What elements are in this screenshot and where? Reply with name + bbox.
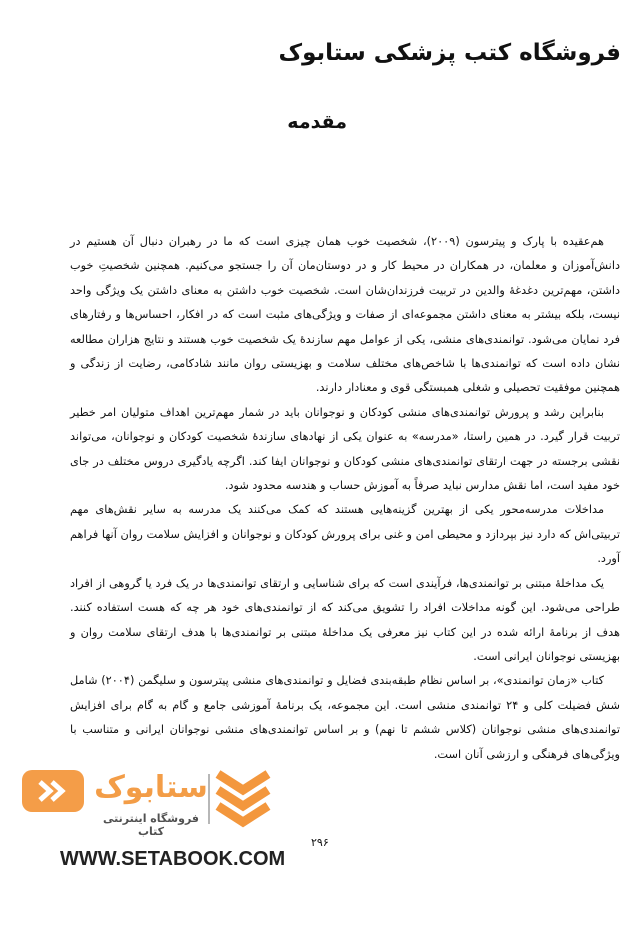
store-title: فروشگاه کتب پزشکی ستابوک [278,40,621,66]
watermark-brand: ستابوک [94,770,208,805]
page-number: ۲۹۶ [311,836,329,849]
paragraph: یک مداخلهٔ مبتنی بر توانمندی‌ها، فرآیندی است که برای شناسایی و ارتقای توانمندی‌ها در یک فرد یا گروهی از افراد طراحی می‌شود. این گونه مداخلات افراد را تشویق می‌کند که از توانمندی‌های خود هر چه که هست استفاده کنند. هدف از برنامهٔ ارائه شده در این کتاب نیز معرفی یک مداخلهٔ مبتنی بر توانمندی‌ها با هدف ارتقای سلامت روان و بهزیستی نوجوانان ایرانی است. [70,576,620,663]
paragraph: هم‌عقیده با پارک و پیترسون (۲۰۰۹)، شخصیت خوب همان چیزی است که ما در رهبران دنبال آن هستیم در دانش‌آموزان و معلمان، در همکاران در محیط کار و در دوستان‌مان آن را جستجو می‌کنیم. همچنین شخصیتِ خوب داشتن، مهم‌ترین دغدغهٔ والدین در تربیت فرزندان‌شان است. شخصیت خوب داشتن به معنای داشتن یک ویژگی واحد نیست، بلکه بیشتر به معنای داشتن مجموعه‌ای از صفات و ویژگی‌های مثبت است که در افکار، احساس‌ها و رفتارهای فرد نمایان می‌شود. توانمندی‌های منشی، یکی از عوامل مهم سازندهٔ یک شخصیت خوب هستند و نتایج هزاران مطالعه نشان داده است که توانمندی‌ها با شاخص‌های مختلف سلامت و بهزیستی روان مانند شادکامی، رضایت از زندگی و همچنین موفقیت تحصیلی و شغلی همبستگی قوی و معنادار دارند. [70,235,620,395]
watermark-tagline: فروشگاه اینترنتی کتاب [102,812,200,838]
paragraph: کتاب «زمان توانمندی»، بر اساس نظام طبقه‌بندی فضایل و توانمندی‌های منشی پیترسون و سلیگمن (۲۰۰۴) شامل شش فضیلت کلی و ۲۴ توانمندی منشی است. این مجموعه، یک برنامهٔ آموزشی جامع و گام به گام برای افزایش توانمندی‌های منشی نوجوانان (کلاس ششم تا نهم) و بر اساس توانمندی‌های منشی نوجوانان ایرانی و متناسب با ویژگی‌های فرهنگی و ارزشی آنان است. [70,674,620,761]
watermark-url: WWW.SETABOOK.COM [60,848,286,870]
body-text [70,230,620,767]
paragraph: بنابراین رشد و پرورش توانمندی‌های منشی کودکان و نوجوانان باید در شمار مهم‌ترین اهداف متولیان امر خطیر تربیت قرار گیرد. در همین راستا، «مدرسه» به عنوان یکی از نهادهای سازندهٔ شخصیت کودکان و نوجوانان، می‌تواند نقشی برجسته در جهت ارتقای توانمندی‌های منشی کودکان و نوجوانان ایفا کند. اگرچه یادگیری دروس مختلف در جای خود مفید است، اما نقش مدارس نباید صرفاً به آموزش حساب و هندسه محدود شود. [70,405,620,493]
paragraph: مداخلات مدرسه‌محور یکی از بهترین گزینه‌هایی هستند که کمک می‌کنند یک مدرسه به سایر نقش‌های مهم تربیتی‌اش که دارد نیز بپردازد و محیطی امن و غنی برای پرورش کودکان و نوجوانان و افزایش سلامت روان آنها فراهم آورد. [70,503,620,566]
section-heading: مقدمه [287,111,347,133]
